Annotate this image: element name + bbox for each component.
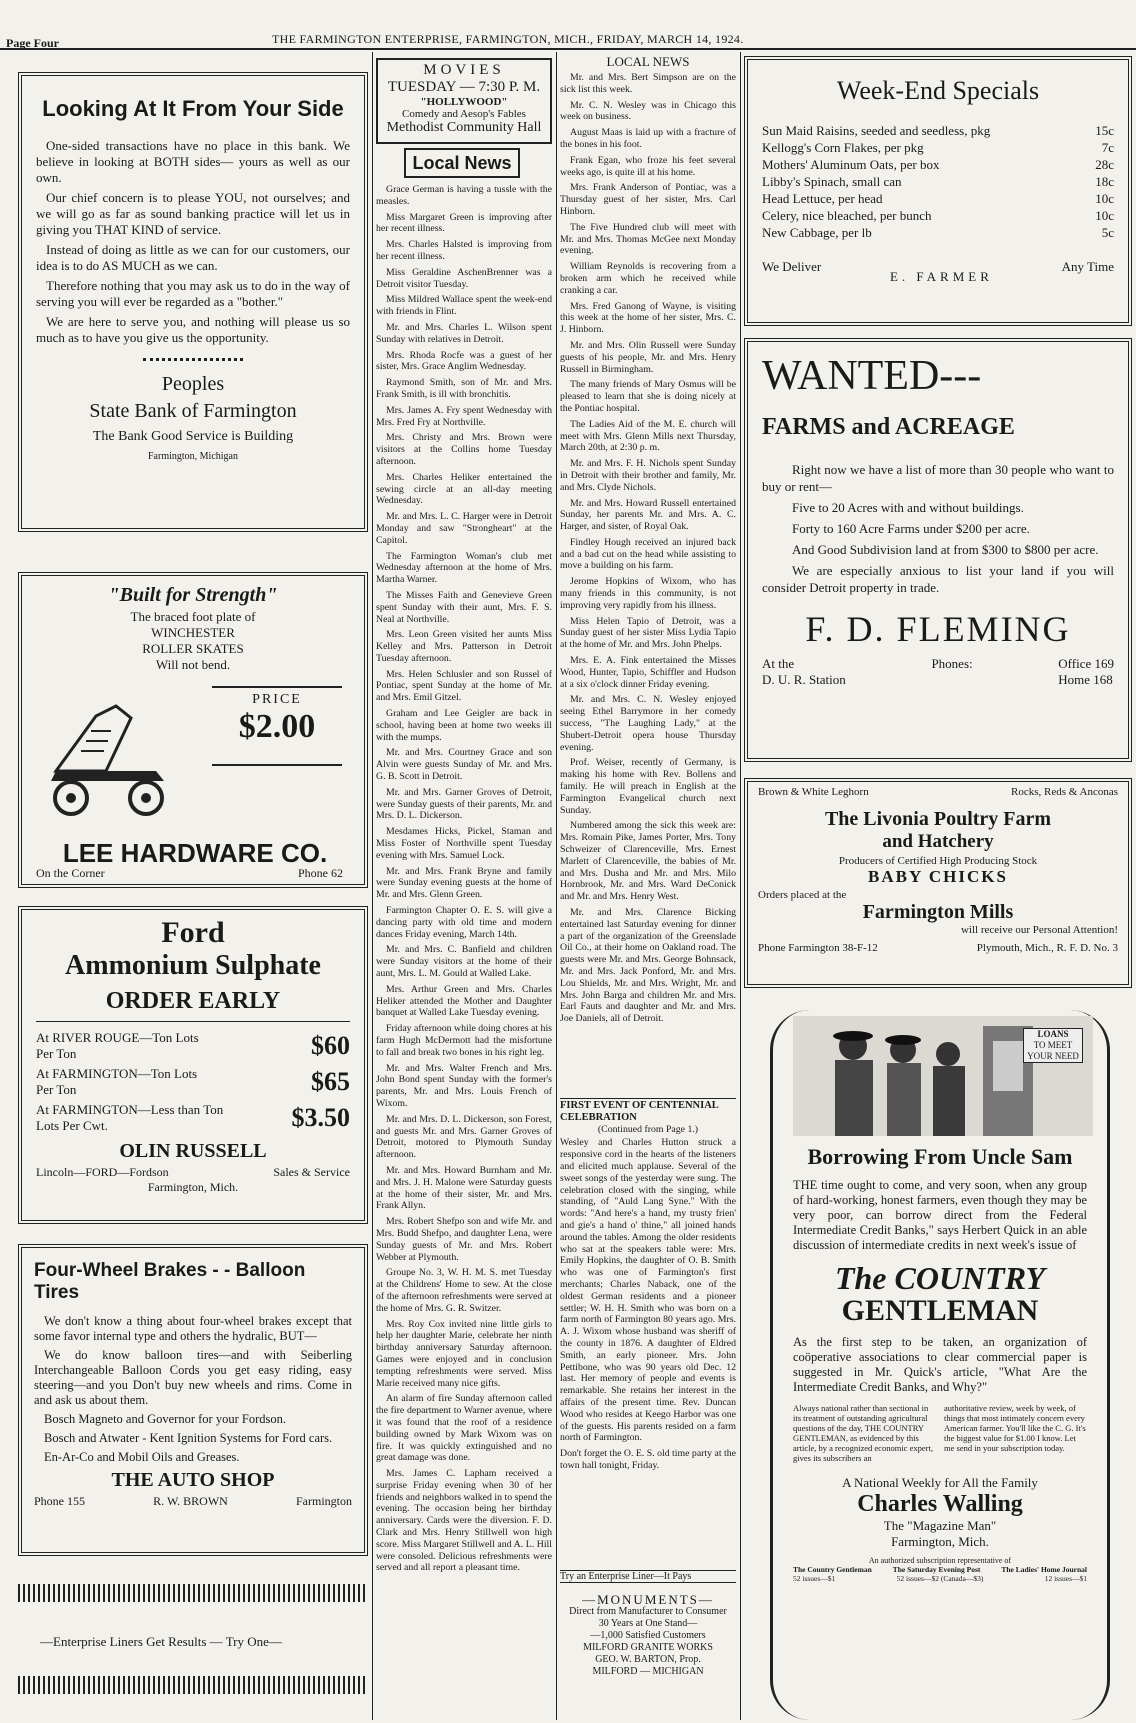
- auto-body: [34, 1314, 352, 1465]
- cg-mag-2: GENTLEMAN: [841, 1294, 1039, 1327]
- cg-headline: Borrowing From Uncle Sam: [807, 1144, 1073, 1169]
- movies-title: MOVIES: [423, 62, 505, 78]
- cg-intro: THE time ought to come, and very soon, when any group of hard-working, honest farmers, even though they may be very poor, can borrow direct from the Federal Intermediate Credit Banks," says Herbert Quick in an able discussion of intermediate credits in next week's issue of: [793, 1178, 1087, 1252]
- cg-col-left: Always national rather than sectional in its treatment of outstanding agricultural questions of the day, THE COUNTRY GENTLEMAN, as evidenced by this article, by a recognized economic expert, gives its subscribers an: [793, 1403, 933, 1463]
- news-item: Mrs. Charles Heliker entertained the sewing circle at an all-day meeting Wednesday.: [376, 471, 552, 507]
- loans-sign-line: LOANS: [1037, 1029, 1069, 1039]
- news-item: Mrs. Fred Ganong of Wayne, is visiting this week at the home of her sister, Mrs. C. J. Hinborn.: [560, 300, 736, 336]
- wanted-location: [762, 656, 846, 688]
- bank-divider: [143, 358, 243, 361]
- auto-shop-ad: [18, 1244, 368, 1556]
- auto-footer: [34, 1494, 352, 1509]
- cg-rate: 52 issues—$1: [793, 1574, 836, 1583]
- poultry-left: Brown & White Leghorn: [758, 786, 869, 798]
- local-news-box: Local News: [404, 148, 520, 178]
- news-item: Mr. and Mrs. F. H. Nichols spent Sunday in Detroit with their brother and family, Mr. and Mrs. Clyde Nichols.: [560, 458, 736, 493]
- skates-right-foot: Phone 62: [298, 866, 343, 880]
- auto-item: En-Ar-Co and Mobil Oils and Greases.: [44, 1450, 240, 1464]
- news-item: The Farmington Woman's club met Wednesday afternoon at the home of Mrs. Martha Warner.: [376, 550, 552, 586]
- ford-row-price: $3.50: [291, 1103, 350, 1132]
- ford-row-label: At RIVER ROUGE—Ton Lots Per Ton: [36, 1030, 199, 1061]
- auto-owner: R. W. BROWN: [153, 1494, 228, 1508]
- news-item: Mr. and Mrs. C. N. Wesley enjoyed seeing Ethel Barrymore in her comedy success, "The Laughing Lady," at the Shubert-Detroit opera house Thursday evening.: [560, 694, 736, 753]
- bank-paragraph: Our chief concern is to please YOU, not ourselves; and we will go as far as sound banking practice will let us in giving you THAT KIND of service.: [36, 190, 350, 237]
- poultry-prod: Producers of Certified High Producing Stock: [838, 855, 1038, 867]
- specials-item-price: 18c: [1095, 174, 1114, 189]
- loans-sign-line: TO MEET: [1033, 1040, 1073, 1050]
- bank-name-1: Peoples: [161, 373, 225, 395]
- wanted-title: WANTED---: [762, 353, 982, 399]
- auto-paragraph: We don't know a thing about four-wheel brakes except that some favor internal type and others the hydralic, BUT—: [34, 1314, 352, 1343]
- wanted-ad: [744, 338, 1132, 762]
- cg-man: The "Magazine Man": [883, 1518, 997, 1533]
- cg-mag-1: The COUNTRY: [834, 1260, 1046, 1296]
- wanted-at: At the: [762, 656, 795, 671]
- wanted-paragraph: Right now we have a list of more than 30 people who want to buy or rent—: [762, 462, 1114, 494]
- news-item: Findley Hough received an injured back and a bad cut on the head while assisting to move a building on his farm.: [560, 536, 736, 572]
- wanted-sub: FARMS and ACREAGE: [762, 414, 1015, 440]
- wanted-paragraph: Forty to 160 Acre Farms under $200 per acre.: [792, 521, 1030, 536]
- wanted-station: D. U. R. Station: [762, 672, 846, 687]
- col3-title: LOCAL NEWS: [606, 54, 690, 69]
- skates-line: The braced foot plate of: [130, 609, 256, 624]
- skates-line: ROLLER SKATES: [142, 641, 244, 656]
- news-item: Mr. and Mrs. Walter French and Mrs. John Bond spent Sunday with the former's parents, Mr. and Mrs. Louis French of Wixom.: [376, 1062, 552, 1109]
- poultry-will: will receive our Personal Attention!: [960, 924, 1118, 936]
- news-item: Mr. and Mrs. Clarence Bicking entertained last Saturday evening for dinner a part of the organization of the Greenslade Oil Co., at their home on Oakland road. The guests were Mr. and Mrs. George Bohnsack, Mr. and Mrs. Jack Ponford, Mr. and Mrs. Lou Shields, Mr. and Mrs. Wright, Mr. and Mrs. John Barga and children Mr. and Mrs. Earl Fauts and daughter and Mr. and Mrs. Joe Daniels, all of Detroit.: [560, 907, 736, 1025]
- poultry-footer: [758, 942, 1118, 954]
- bank-paragraph: We are here to serve you, and nothing will please us so much as to have you give us the opportunity.: [36, 314, 350, 345]
- poultry-top: [758, 786, 1118, 798]
- specials-item-price: 5c: [1101, 225, 1114, 240]
- news-item: Mr. and Mrs. Howard Burnham and Mr. and Mrs. J. H. Malone were Saturday guests at the home of their sister, Mr. and Mrs. Frank Allyn.: [376, 1164, 552, 1212]
- specials-store: E. FARMER: [889, 269, 993, 284]
- news-item: Farmington Chapter O. E. S. will give a dancing party with old time and modern dances Friday evening, March 14th.: [376, 905, 552, 940]
- specials-item-name: Celery, nice bleached, per bunch: [762, 208, 932, 223]
- skates-left-foot: On the Corner: [36, 866, 105, 880]
- specials-item-name: Kellogg's Corn Flakes, per pkg: [762, 140, 924, 155]
- price-value: $2.00: [238, 708, 316, 745]
- poultry-name-1: The Livonia Poultry Farm: [824, 808, 1052, 830]
- bank-ad-title: Looking At It From Your Side: [42, 96, 344, 121]
- poultry-phone: Phone Farmington 38-F-12: [758, 942, 878, 954]
- bank-ad-body: [36, 138, 350, 346]
- news-item: Miss Helen Tapio of Detroit, was a Sunday guest of her sister Miss Lydia Tapio at the home of Mr. and Mrs. John Phelps.: [560, 615, 736, 651]
- monuments-ad: [560, 1594, 736, 1678]
- ford-row-price: $65: [311, 1067, 350, 1096]
- news-item: Mrs. E. A. Fink entertained the Misses Wood, Hunter, Tapio, Schiffler and Hudson at a six o'clock dinner Friday evening.: [560, 655, 736, 690]
- movies-film: "HOLLYWOOD": [420, 96, 508, 108]
- news-item: Mr. and Mrs. Charles L. Wilson spent Sunday with relatives in Detroit.: [376, 321, 552, 345]
- specials-item: [762, 207, 1114, 224]
- auto-paragraph: We do know balloon tires—and with Seiberling Interchangeable Balloon Cords you get easy riding, easy steering—and you Don't buy new wheels and rims. Come in and ask us about them.: [34, 1348, 352, 1407]
- news-item: Mesdames Hicks, Pickel, Staman and Miss Foster of Northville spent Tuesday evening with Mrs. Samuel Lock.: [376, 826, 552, 861]
- news-item: Mrs. Arthur Green and Mrs. Charles Heliker attended the Mother and Daughter banquet at Walled Lake Tuesday evening.: [376, 983, 552, 1019]
- ford-price-row: [36, 1030, 350, 1062]
- specials-deliver: We Deliver: [762, 259, 822, 274]
- cg-col-right: authoritative review, week by week, of things that most intimately concern every American farmer. You'll like the C. G. It's the biggest value for $1.00 I know. Let me send in your subscription today.: [944, 1403, 1086, 1453]
- wanted-paragraph: We are especially anxious to list your land if you will consider Detroit property in trade.: [762, 563, 1114, 595]
- masthead: THE FARMINGTON ENTERPRISE, FARMINGTON, MICH., FRIDAY, MARCH 14, 1924.: [272, 32, 744, 46]
- news-item: Frank Egan, who froze his feet several weeks ago, is quite ill at his home.: [560, 154, 736, 178]
- ford-left: Lincoln—FORD—Fordson: [36, 1165, 169, 1179]
- news-item: Mrs. Robert Shefpo son and wife Mr. and Mrs. Budd Shefpo, and daughter Lena, were Sunday guests of Mr. and Mrs. Robert Webber at Plymouth.: [376, 1216, 552, 1263]
- skates-line: WINCHESTER: [151, 625, 235, 640]
- bank-paragraph: One-sided transactions have no place in this bank. We believe in looking at BOTH sides— yours as well as our own.: [36, 138, 350, 185]
- ford-dealer: OLIN RUSSELL: [119, 1140, 267, 1162]
- wanted-contact: [762, 656, 1114, 688]
- movies-box: [376, 58, 552, 144]
- wanted-name: F. D. FLEMING: [805, 609, 1071, 649]
- news-item: Jerome Hopkins of Wixom, who has many friends in this community, is not improving very rapidly from his illness.: [560, 576, 736, 611]
- auto-city: Farmington: [296, 1494, 352, 1508]
- poultry-addr: Plymouth, Mich., R. F. D. No. 3: [976, 942, 1118, 954]
- news-item: Raymond Smith, son of Mr. and Mrs. Frank Smith, is ill with bronchitis.: [376, 377, 552, 400]
- liner-border-bottom: [18, 1676, 368, 1694]
- country-gentleman-ad: [770, 1010, 1110, 1720]
- col2-news: [376, 184, 552, 1718]
- col3-news: [560, 72, 736, 1094]
- skates-ad: [18, 572, 368, 888]
- ford-right: Sales & Service: [273, 1165, 350, 1179]
- specials-item: [762, 122, 1114, 139]
- liner-note: Try an Enterprise Liner—It Pays: [560, 1570, 736, 1583]
- specials-title: Week-End Specials: [836, 76, 1040, 105]
- movies-venue: Methodist Community Hall: [386, 120, 542, 135]
- news-item: Miss Mildred Wallace spent the week-end with friends in Flint.: [376, 294, 552, 318]
- specials-item-name: Sun Maid Raisins, seeded and seedless, pkg: [762, 123, 991, 138]
- bank-paragraph: Therefore nothing that you may ask us to do in the way of serving you will ever be regarded as a "bother.": [36, 278, 350, 309]
- news-item: William Reynolds is recovering from a broken arm which he received while cranking a car.: [560, 261, 736, 296]
- wanted-paragraph: And Good Subdivision land at from $300 to $800 per acre.: [792, 542, 1099, 557]
- specials-item-name: Head Lettuce, per head: [762, 191, 883, 206]
- skates-line: Will not bend.: [155, 657, 231, 672]
- ford-city: Farmington, Mich.: [147, 1180, 239, 1194]
- week-end-specials-ad: [744, 56, 1132, 326]
- news-item: Mrs. Charles Halsted is improving from her recent illness.: [376, 239, 552, 262]
- news-item: Mr. and Mrs. Garner Groves of Detroit, were Sunday guests of their parents, Mr. and Mrs. D. L. Dickerson.: [376, 786, 552, 822]
- loans-sign-line: YOUR NEED: [1027, 1051, 1079, 1061]
- news-item: Mr. C. N. Wesley was in Chicago this week on business.: [560, 99, 736, 123]
- news-item: Mr. and Mrs. Howard Russell entertained Sunday, her parents Mr. and Mrs. A. C. Harger, and sister, of Royal Oak.: [560, 497, 736, 533]
- ford-row-label: At FARMINGTON—Less than Ton Lots Per Cwt.: [36, 1102, 224, 1133]
- poultry-chicks: BABY CHICKS: [868, 867, 1008, 886]
- wanted-paragraph: Five to 20 Acres with and without buildings.: [792, 500, 1024, 515]
- specials-item-name: Libby's Spinach, small can: [762, 174, 902, 189]
- cg-rate: 12 issues—$1: [1044, 1574, 1087, 1583]
- specials-item-name: Mothers' Aluminum Oats, per box: [762, 157, 940, 172]
- specials-footer: [762, 259, 1114, 285]
- centennial-title: FIRST EVENT OF CENTENNIAL CELEBRATION: [560, 1100, 719, 1123]
- news-item: Mrs. Rhoda Rocfe was a guest of her sister, Mrs. Grace Anglim Wednesday.: [376, 349, 552, 373]
- wanted-home: Home 168: [1058, 672, 1113, 687]
- col3-rule-left: [556, 52, 557, 1720]
- news-item: The Misses Faith and Genevieve Green spent Sunday with their aunt, Mrs. F. S. Neal at Northville.: [376, 589, 552, 625]
- bank-paragraph: Instead of doing as little as we can for our customers, our idea is to do AS MUCH as we can.: [36, 242, 350, 273]
- news-item: Prof. Weiser, recently of Germany, is making his home with Rev. Bollens and family. He will preach in English at the Farmington Evangelical church next Sunday.: [560, 757, 736, 816]
- roller-skate-illustration: [36, 676, 186, 826]
- news-item: The many friends of Mary Osmus will be pleased to learn that she is doing nicely at the Pontiac hospital.: [560, 379, 736, 414]
- monuments-line: GEO. W. BARTON, Prop.: [595, 1654, 701, 1665]
- ford-price-row: [36, 1102, 350, 1134]
- cg-rate: 52 issues—$2 (Canada—$3): [896, 1574, 984, 1583]
- movies-time: TUESDAY — 7:30 P. M.: [387, 79, 541, 95]
- news-item: Mr. and Mrs. C. Banfield and children were Sunday visitors at the home of their aunt, Mrs. L. M. Gould at Walled Lake.: [376, 944, 552, 980]
- bank-tagline: The Bank Good Service is Building: [92, 429, 294, 444]
- news-item: The Five Hundred club will meet with Mr. and Mrs. Thomas McGee next Monday evening.: [560, 221, 736, 257]
- news-item: Mrs. Frank Anderson of Pontiac, was a Thursday guest of her sister, Mrs. Carl Hinborn.: [560, 182, 736, 217]
- wanted-body: [762, 461, 1114, 596]
- monuments-line: MILFORD GRANITE WORKS: [583, 1642, 713, 1653]
- skates-headline: "Built for Strength": [108, 584, 278, 606]
- specials-item: [762, 139, 1114, 156]
- specials-item-name: New Cabbage, per lb: [762, 225, 872, 240]
- bank-ad: [18, 72, 368, 532]
- news-item: An alarm of fire Sunday afternoon called the fire department to Warner avenue, where it was found that the roof of a residence building owned by Mark Wixom was on fire. It was quickly extinguished and no great damage was done.: [376, 1393, 552, 1464]
- news-item: Grace German is having a tussle with the measles.: [376, 184, 552, 207]
- ford-title: Ford: [161, 916, 225, 949]
- ford-order: ORDER EARLY: [36, 988, 350, 1022]
- news-item: Groupe No. 3, W. H. M. S. met Tuesday at the Childrens' Home to sew. At the close of the afternoon refreshments were served at the home of Mrs. G. R. Switzer.: [376, 1267, 552, 1314]
- cg-agent: Charles Walling: [857, 1491, 1023, 1517]
- price-label: PRICE: [252, 692, 302, 707]
- monuments-line: Direct from Manufacturer to Consumer: [569, 1606, 727, 1617]
- auto-phone: Phone 155: [34, 1494, 85, 1508]
- news-item: Mrs. Christy and Mrs. Brown were visitors at the Collins home Tuesday afternoon.: [376, 432, 552, 467]
- ford-row-price: $60: [311, 1031, 350, 1060]
- enterprise-liners: —Enterprise Liners Get Results — Try One—: [40, 1634, 282, 1649]
- auto-title: Four-Wheel Brakes - - Balloon Tires: [34, 1260, 306, 1303]
- specials-time: Any Time: [1061, 259, 1114, 274]
- col2-rule-left: [372, 52, 373, 1720]
- news-item: Mr. and Mrs. D. L. Dickerson, son Forest, and guests Mr. and Mrs. Garner Groves of Detroit, motored to Plymouth Sunday afternoon.: [376, 1113, 552, 1161]
- specials-item-price: 10c: [1095, 208, 1114, 223]
- wanted-phones: [1058, 656, 1114, 688]
- cg-p2: As the first step to be taken, an organization of coöperative associations to clear commercial paper is suggested in Mr. Quick's article, "What Are the Intermediate Credit Banks, and Why?": [793, 1335, 1087, 1394]
- wanted-office: Office 169: [1058, 656, 1114, 671]
- ford-product: Ammonium Sulphate: [65, 950, 321, 981]
- ford-price-row: [36, 1066, 350, 1098]
- bank-location: Farmington, Michigan: [148, 451, 238, 462]
- centennial-rule: [560, 1098, 736, 1099]
- centennial-article: [560, 1100, 736, 1500]
- header-rule: [0, 48, 1136, 50]
- cg-columns: [793, 1403, 1087, 1463]
- movies-extra: Comedy and Aesop's Fables: [402, 108, 526, 120]
- monuments-title: —MONUMENTS—: [582, 1592, 714, 1607]
- centennial-text: Wesley and Charles Hutton struck a responsive cord in the hearts of the listeners and elicited much applause. Several of the sweet songs of the yesterday were sung. The celebration closed with the singing, while standing, of "Auld Lang Syne." With the words: "And here's a hand, my trusty frien' and gie's a hand o' thine," all joined hands around the tables. Among the older residents who sat at the speakers table were: Mrs. Emily Hopkins, the daughter of O. B. Smith who was one of Farmington's first merchants; Charles Naback, one of the oldest German residents and a pioneer settler; W. H. H. Smith who was born on a farm north of Farmington 80 years ago. Mrs. A. J. Wixom whose husband was sheriff of the county in 1876. A daughter of Eldred Smith, an early pioneer. Mrs. John Pettibone, who was 90 years old Dec. 12 last. Her memory of people and events is remarkable. She retains her interest in the affairs of the present time. Rev. Duncan Wood who resides at Keego Harbor was one of the guests. His parents resided on a farm north of Farmington.: [560, 1137, 736, 1444]
- poultry-mills: Farmington Mills: [862, 901, 1014, 923]
- news-item: August Maas is laid up with a fracture of the bones in his foot.: [560, 127, 736, 150]
- monuments-line: 30 Years at One Stand—: [598, 1618, 698, 1629]
- page-number: Page Four: [6, 36, 59, 50]
- cg-publications: [793, 1565, 1087, 1574]
- cg-pub: The Saturday Evening Post: [892, 1565, 981, 1574]
- specials-item: [762, 156, 1114, 173]
- news-item: Mrs. Leon Green visited her aunts Miss Kelley and Mrs. Patterson in Detroit Tuesday afternoon.: [376, 629, 552, 664]
- news-item: Mrs. Helen Schlusler and son Russel of Pontiac, spent Sunday at the home of Mr. and Mrs. Emil Gitzel.: [376, 668, 552, 704]
- cg-pub: The Ladies' Home Journal: [1001, 1565, 1087, 1574]
- ford-row-label: At FARMINGTON—Ton Lots Per Ton: [36, 1066, 198, 1097]
- specials-item: [762, 173, 1114, 190]
- poultry-ad: [744, 778, 1132, 988]
- news-item: Numbered among the sick this week are: Mrs. Romain Pike, James Porter, Mrs. Tony Schweizer of Clarenceville, Mrs. Ernest Marlett of Clarenceville, the babies of Mr. and Mrs. Dusha and Mr. and Mrs. Milo Hornbrook, Mr. and Mrs. Ward DeConick and Mr. and Mrs. Henry West.: [560, 820, 736, 903]
- specials-item-price: 10c: [1095, 191, 1114, 206]
- cg-rep: An authorized subscription representative of: [868, 1556, 1012, 1565]
- centennial-cont: (Continued from Page 1.): [597, 1123, 699, 1135]
- specials-item: [762, 190, 1114, 207]
- cg-national: A National Weekly for All the Family: [842, 1475, 1038, 1490]
- news-item: Miss Geraldine AschenBrenner was a Detroit visitor Tuesday.: [376, 266, 552, 290]
- monuments-line: —1,000 Satisfied Customers: [590, 1630, 706, 1641]
- auto-item: Bosch Magneto and Governor for your Fordson.: [44, 1412, 286, 1426]
- cg-pub: The Country Gentleman: [793, 1565, 872, 1574]
- cg-city: Farmington, Mich.: [891, 1534, 989, 1549]
- wanted-phones-label: Phones:: [931, 656, 973, 671]
- news-item: Friday afternoon while doing chores at his farm Hugh McDermott had the misfortune to fall and break two bones in his right leg.: [376, 1023, 552, 1058]
- news-item: Mr. and Mrs. Bert Simpson are on the sick list this week.: [560, 72, 736, 95]
- specials-item-price: 15c: [1095, 123, 1114, 138]
- oes-note: Don't forget the O. E. S. old time party at the town hall tonight, Friday.: [560, 1448, 736, 1471]
- store-name: LEE HARDWARE CO.: [62, 838, 328, 868]
- specials-item-price: 7c: [1101, 140, 1114, 155]
- monuments-line: MILFORD — MICHIGAN: [592, 1666, 704, 1677]
- price-box: [212, 686, 342, 766]
- news-item: Mr. and Mrs. Courtney Grace and son Alvin were guests Sunday of Mr. and Mrs. G. B. Scott in Detroit.: [376, 747, 552, 783]
- news-item: Mrs. James A. Fry spent Wednesday with Mrs. Fred Fry at Northville.: [376, 404, 552, 428]
- auto-item: Bosch and Atwater - Kent Ignition Systems for Ford cars.: [44, 1431, 333, 1445]
- news-item: Mrs. Roy Cox invited nine little girls to help her daughter Marie, celebrate her ninth birthday anniversary Saturday afternoon. Games were enjoyed and in conclusion tempting refreshments were served. Miss Marie received many nice gifts.: [376, 1318, 552, 1389]
- specials-list: [762, 122, 1114, 241]
- poultry-orders: Orders placed at the: [758, 889, 847, 901]
- bank-name-2: State Bank of Farmington: [89, 400, 297, 422]
- ford-ad: [18, 906, 368, 1224]
- cg-rates: [793, 1574, 1087, 1583]
- ford-dealer-line: [36, 1165, 350, 1180]
- news-item: Mr. and Mrs. L. C. Harger were in Detroit Monday and saw "Strongheart" at the Capitol.: [376, 511, 552, 546]
- col4-rule-left: [740, 52, 741, 1720]
- news-item: The Ladies Aid of the M. E. church will meet with Mrs. Glenn Mills next Thursday, March 20th, at 2:30 p. m.: [560, 418, 736, 454]
- specials-item-price: 28c: [1095, 157, 1114, 172]
- news-item: Mr. and Mrs. Olin Russell were Sunday guests of his people, Mr. and Mrs. Henry Russell in Birmingham.: [560, 339, 736, 375]
- auto-shop-name: THE AUTO SHOP: [111, 1469, 275, 1491]
- specials-item: [762, 224, 1114, 241]
- news-item: Mrs. James C. Lapham received a surprise Friday evening when 30 of her friends and neighbors walked in to spend the evening. The occasion being her birthday anniversary. Cards were the diversion. F. D. Clark and Mrs. Henry Stillwell won high score. Miss Margaret Stillwell and A. L. Hill were consoled. Delicious refreshments were served and all report a pleasant time.: [376, 1468, 552, 1574]
- news-item: Mr. and Mrs. Frank Bryne and family were Sunday evening guests at the home of Mr. and Mrs. Glenn Green.: [376, 865, 552, 901]
- news-item: Graham and Lee Geigler are back in school, having been at home two weeks ill with the mumps.: [376, 708, 552, 743]
- poultry-right: Rocks, Reds & Anconas: [1011, 786, 1118, 798]
- news-item: Miss Margaret Green is improving after her recent illness.: [376, 211, 552, 235]
- loans-sign: [1023, 1028, 1083, 1063]
- poultry-name-2: and Hatchery: [882, 831, 994, 852]
- liner-border-top: [18, 1584, 368, 1602]
